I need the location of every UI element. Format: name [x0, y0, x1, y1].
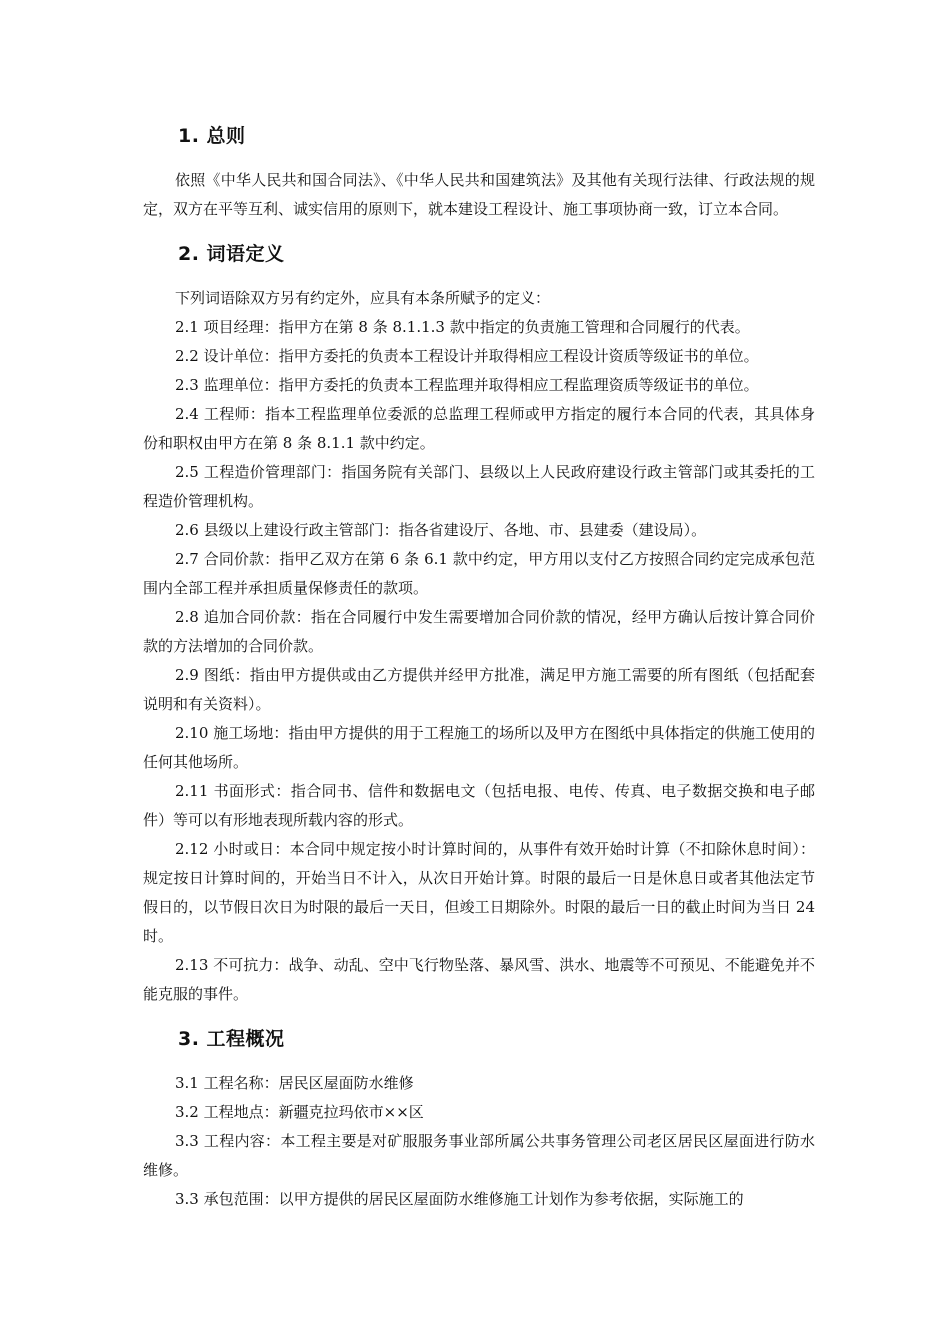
section-title-project-overview: 3. 工程概况 [178, 1028, 285, 1050]
paragraph: 2.11 书面形式：指合同书、信件和数据电文（包括电报、电传、传真、电子数据交换和电子邮件）等可以有形地表现所载内容的形式。 [143, 782, 815, 829]
paragraph: 2.5 工程造价管理部门：指国务院有关部门、县级以上人民政府建设行政主管部门或其委托的工程造价管理机构。 [143, 463, 815, 510]
paragraph: 2.9 图纸：指由甲方提供或由乙方提供并经甲方批准，满足甲方施工需要的所有图纸（包括配套说明和有关资料）。 [143, 666, 815, 713]
paragraph: 2.8 追加合同价款：指在合同履行中发生需要增加合同价款的情况，经甲方确认后按计算合同价款的方法增加的合同价款。 [143, 608, 815, 655]
paragraph: 下列词语除双方另有约定外，应具有本条所赋予的定义： [175, 289, 551, 307]
paragraph: 3.2 工程地点：新疆克拉玛依市××区 [175, 1103, 424, 1121]
paragraph: 2.2 设计单位：指甲方委托的负责本工程设计并取得相应工程设计资质等级证书的单位。 [175, 347, 759, 365]
section-title-general: 1. 总则 [178, 125, 246, 147]
paragraph: 3.3 工程内容：本工程主要是对矿服服务事业部所属公共事务管理公司老区居民区屋面进行防水维修。 [143, 1132, 815, 1179]
paragraph: 依照《中华人民共和国合同法》、《中华人民共和国建筑法》及其他有关现行法律、行政法规的规定，双方在平等互利、诚实信用的原则下，就本建设工程设计、施工事项协商一致，订立本合同。 [143, 171, 815, 218]
paragraph: 2.13 不可抗力：战争、动乱、空中飞行物坠落、暴风雪、洪水、地震等不可预见、不能避免并不能克服的事件。 [143, 956, 815, 1003]
document-page [143, 118, 815, 1214]
paragraph: 2.3 监理单位：指甲方委托的负责本工程监理并取得相应工程监理资质等级证书的单位。 [175, 376, 759, 394]
paragraph: 3.3 承包范围：以甲方提供的居民区屋面防水维修施工计划作为参考依据，实际施工的 [175, 1190, 744, 1208]
paragraph: 2.12 小时或日：本合同中规定按小时计算时间的，从事件有效开始时计算（不扣除休息时间）：规定按日计算时间的，开始当日不计入，从次日开始计算。时限的最后一日是休息日或者其他法定节假日的，以节假日次日为时限的最后一天日，但竣工日期除外。时限的最后一日的截止时间为当日 24 时。 [143, 840, 815, 945]
paragraph: 2.6 县级以上建设行政主管部门：指各省建设厅、各地、市、县建委（建设局）。 [175, 521, 707, 539]
paragraph: 2.10 施工场地：指由甲方提供的用于工程施工的场所以及甲方在图纸中具体指定的供施工使用的任何其他场所。 [143, 724, 815, 771]
paragraph: 2.1 项目经理：指甲方在第 8 条 8.1.1.3 款中指定的负责施工管理和合同履行的代表。 [175, 318, 750, 336]
section-title-definitions: 2. 词语定义 [178, 243, 285, 265]
paragraph: 3.1 工程名称：居民区屋面防水维修 [175, 1074, 414, 1092]
paragraph: 2.7 合同价款：指甲乙双方在第 6 条 6.1 款中约定，甲方用以支付乙方按照合同约定完成承包范围内全部工程并承担质量保修责任的款项。 [143, 550, 815, 597]
paragraph: 2.4 工程师：指本工程监理单位委派的总监理工程师或甲方指定的履行本合同的代表，其具体身份和职权由甲方在第 8 条 8.1.1 款中约定。 [143, 405, 815, 452]
